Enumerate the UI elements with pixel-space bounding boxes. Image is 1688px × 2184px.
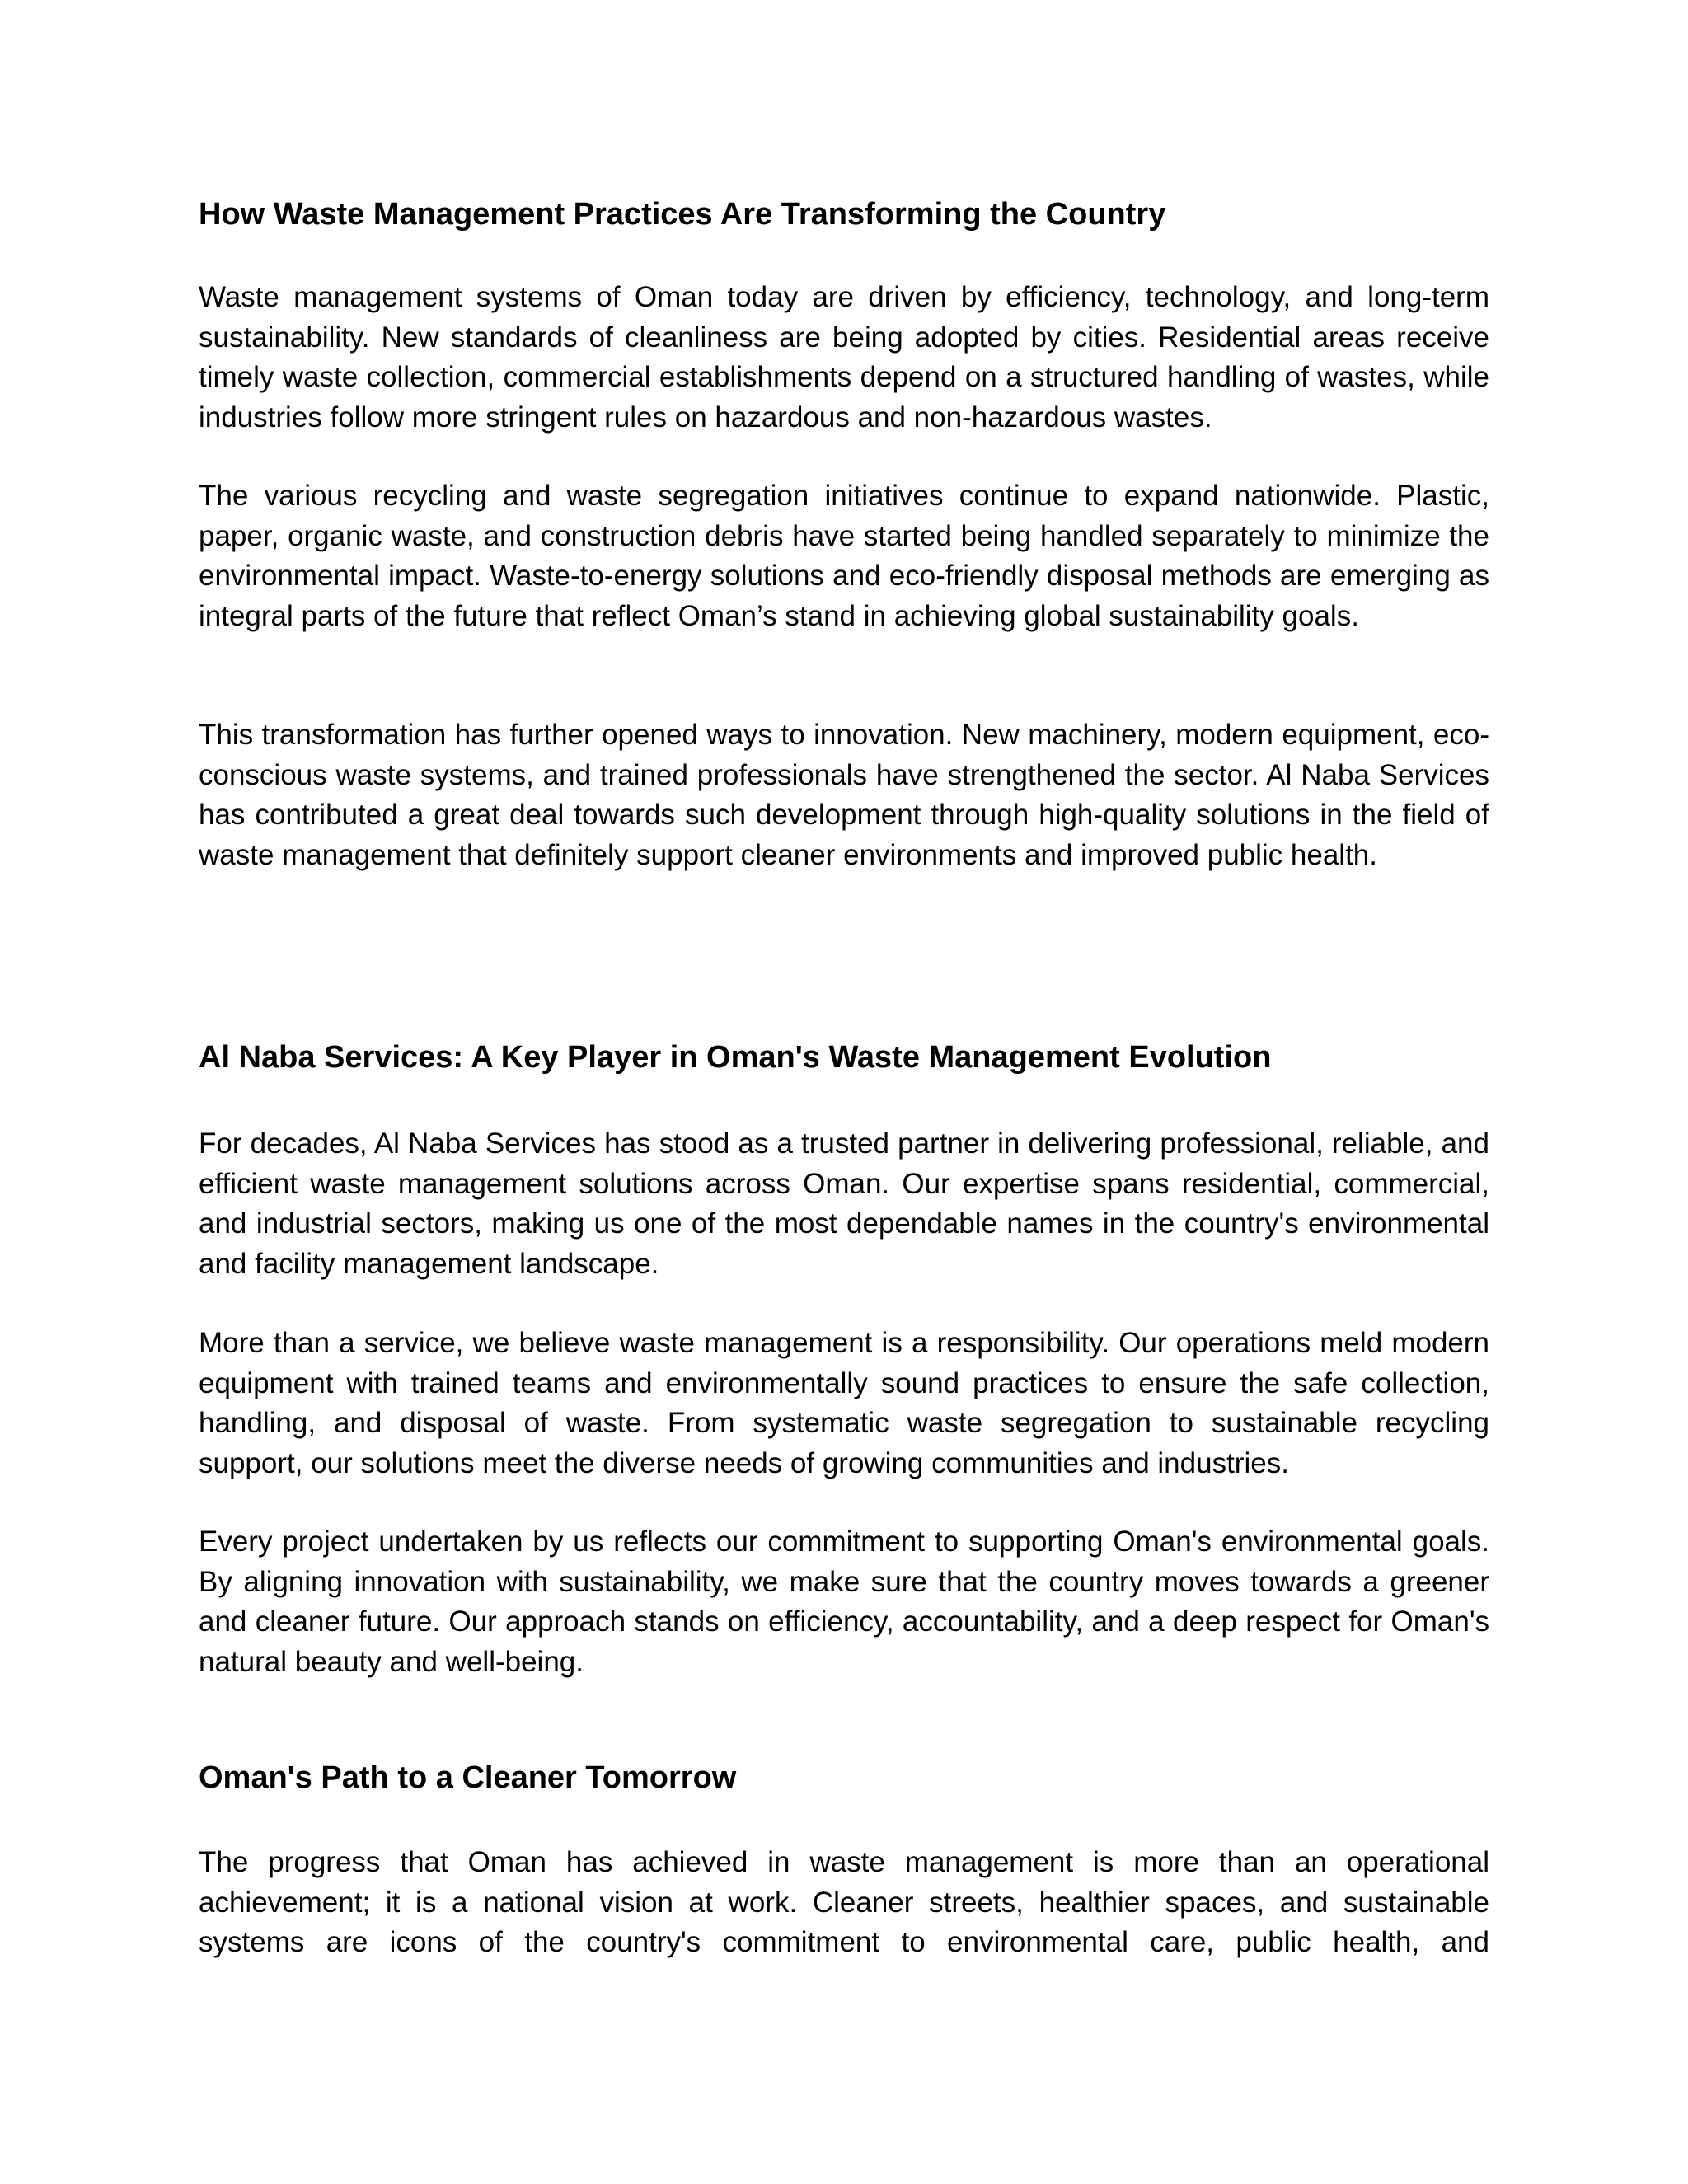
section-heading-cleaner-tomorrow: Oman's Path to a Cleaner Tomorrow [199, 1760, 737, 1795]
paragraph-decades: For decades, Al Naba Services has stood as a trusted partner in delivering professional, reliable, and efficient waste management solutions across Oman. Our expertise spans residential, commercial, and industrial sectors, making us one of the most dependable names in the country's environmental and facility management landscape. [199, 1127, 1489, 1280]
section-heading-transforming: How Waste Management Practices Are Transforming the Country [199, 197, 1166, 232]
paragraph-systems: Waste management systems of Oman today are driven by efficiency, technology, and long-term sustainability. New standards of cleanliness are being adopted by cities. Residential areas receive timely waste collection, commercial establishments depend on a structured handling of wastes, while industries follow more stringent rules on hazardous and non-hazardous wastes. [199, 281, 1489, 434]
paragraph-responsibility: More than a service, we believe waste management is a responsibility. Our operations meld modern equipment with trained teams and environmentally sound practices to ensure the safe collection, handling, and disposal of waste. From systematic waste segregation to sustainable recycling support, our solutions meet the diverse needs of growing communities and industries. [199, 1327, 1489, 1479]
paragraph-innovation: This transformation has further opened ways to innovation. New machinery, modern equipment, eco-conscious waste systems, and trained professionals have strengthened the sector. Al Naba Services has contributed a great deal towards such development through high-quality solutions in the field of waste management that definitely support cleaner environments and improved public health. [199, 719, 1489, 871]
paragraph-commitment: Every project undertaken by us reflects our commitment to supporting Oman's environmental goals. By aligning innovation with sustainability, we make sure that the country moves towards a greener and cleaner future. Our approach stands on efficiency, accountability, and a deep respect for Oman's natural beauty and well-being. [199, 1526, 1489, 1678]
section-heading-al-naba: Al Naba Services: A Key Player in Oman's Waste Management Evolution [199, 1040, 1272, 1075]
paragraph-recycling: The various recycling and waste segregation initiatives continue to expand nationwide. Plastic, paper, organic waste, and construction debris have started being handled separately to minimize the environmental impact. Waste-to-energy solutions and eco-friendly disposal methods are emerging as integral parts of the future that reflect Oman’s stand in achieving global sustainability goals. [199, 480, 1489, 632]
paragraph-progress: The progress that Oman has achieved in waste management is more than an operational achievement; it is a national vision at work. Cleaner streets, healthier spaces, and sustainable systems are icons of the country's commitment to environmental care, public health, and [199, 1846, 1489, 1958]
